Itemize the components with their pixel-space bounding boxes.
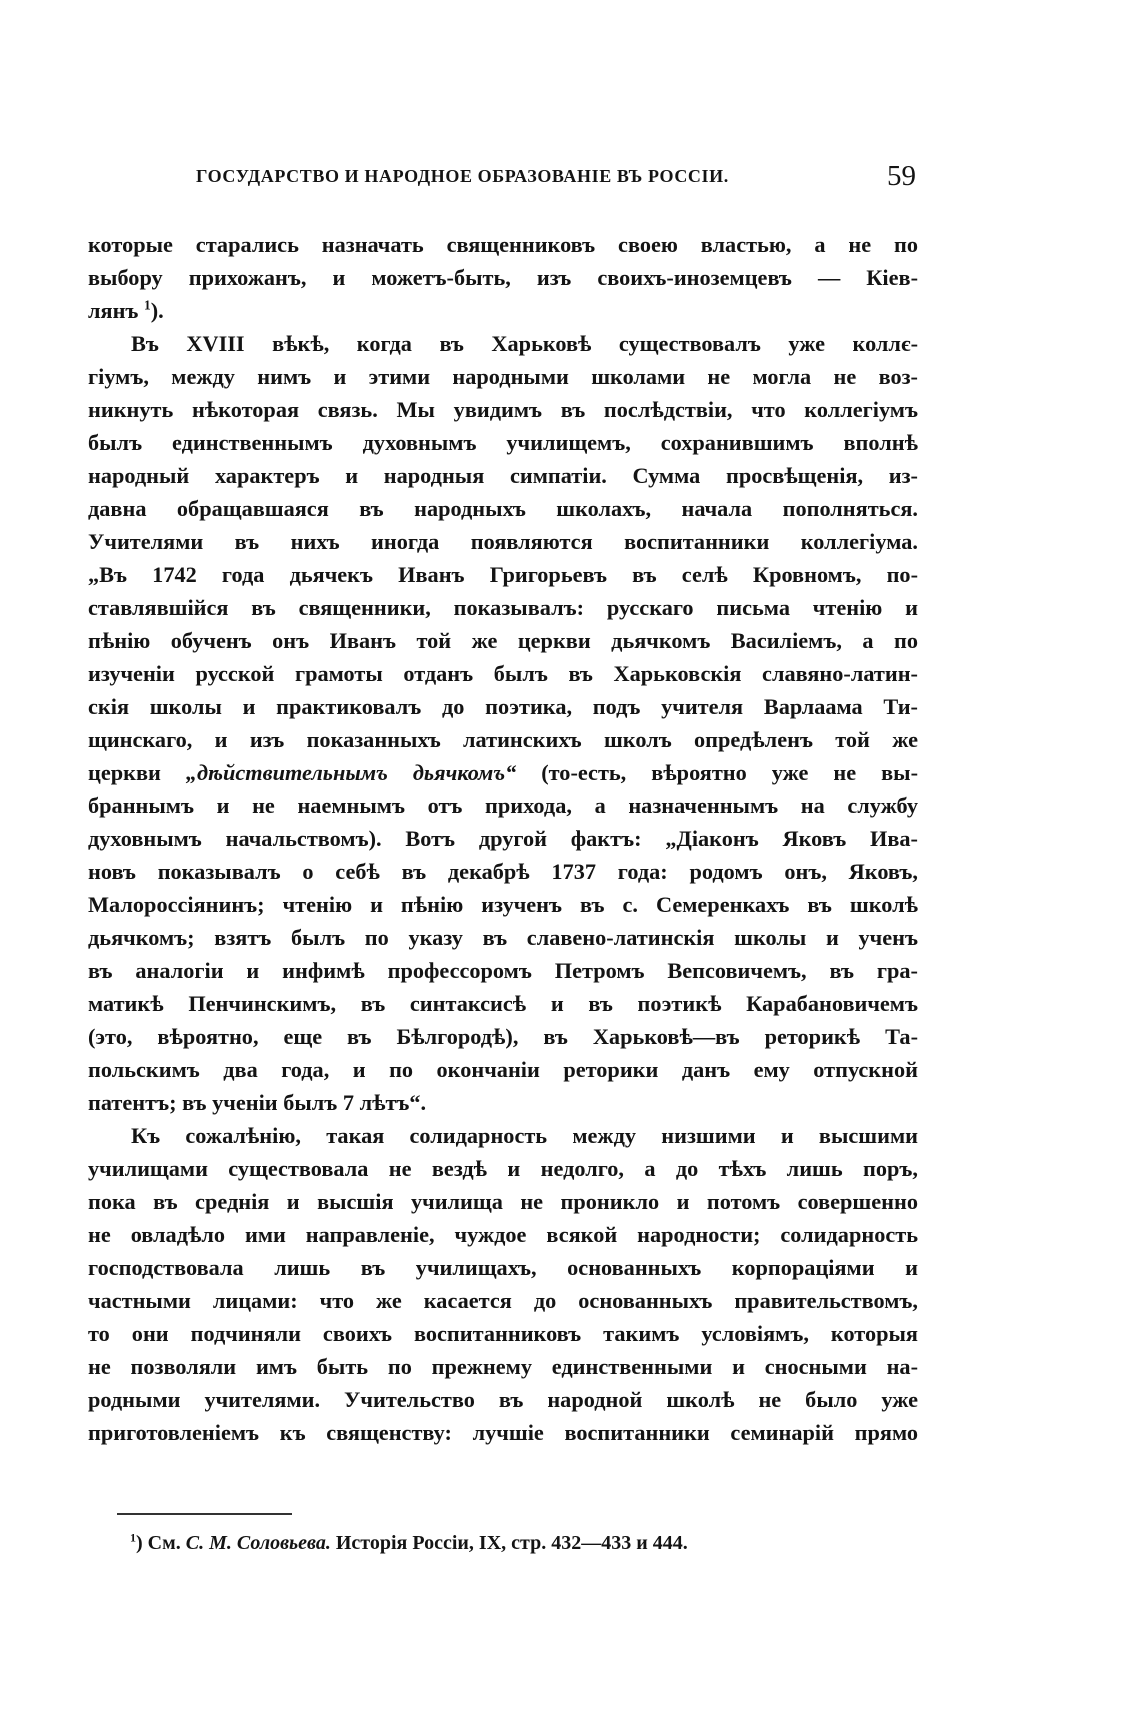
text-line: (это, вѣроятно, еще въ Бѣлгородѣ), въ Харьковѣ—въ реторикѣ Та- <box>88 1024 918 1049</box>
footnote-divider <box>117 1513 292 1515</box>
body-text <box>88 228 918 1449</box>
text-line: давна обращавшаяся въ народныхъ школахъ, начала пополняться. <box>88 496 918 521</box>
text-line: Къ сожалѣнію, такая солидарность между низшими и высшими <box>131 1123 918 1148</box>
text-line: скія школы и практиковалъ до поэтика, подъ учителя Варлаама Ти- <box>88 694 918 719</box>
footnote-reference: 1 <box>144 297 151 313</box>
text-line: новъ показывалъ о себѣ въ декабрѣ 1737 года: родомъ онъ, Яковъ, <box>88 859 918 884</box>
text-line: выбору прихожанъ, и можетъ-быть, изъ своихъ-иноземцевъ — Кіев- <box>88 265 918 290</box>
text-line: Малороссіянинъ; чтенію и пѣнію изученъ въ с. Семеренкахъ въ школѣ <box>88 892 918 917</box>
text-line: Въ XVIII вѣкѣ, когда въ Харьковѣ существовалъ уже коллє- <box>131 331 918 356</box>
text-line: господствовала лишь въ училищахъ, основанныхъ корпораціями и <box>88 1255 918 1280</box>
text-line: то они подчиняли своихъ воспитанниковъ такимъ условіямъ, которыя <box>88 1321 918 1346</box>
text-fragment: ). <box>150 298 164 323</box>
text-line: былъ единственнымъ духовнымъ училищемъ, сохранившимъ вполнѣ <box>88 430 918 455</box>
text-line: училищами существовала не вездѣ и недолго, а до тѣхъ лишь поръ, <box>88 1156 918 1181</box>
text-line: ставлявшійся въ священники, показывалъ: русскаго письма чтенію и <box>88 595 918 620</box>
text-line: браннымъ и не наемнымъ отъ прихода, а назначеннымъ на службу <box>88 793 918 818</box>
text-line: матикѣ Пенчинскимъ, въ синтаксисѣ и въ поэтикѣ Карабановичемъ <box>88 991 918 1016</box>
text-line: „Въ 1742 года дьячекъ Иванъ Григорьевъ въ селѣ Кровномъ, по- <box>88 562 918 587</box>
footnote-mark: 1 <box>130 1530 136 1545</box>
footnote-citation: Исторія Россіи, IX, стр. 432—433 и 444. <box>335 1532 688 1554</box>
text-line: народный характеръ и народныя симпатіи. Сумма просвѣщенія, из- <box>88 463 918 488</box>
text-line: которые старались назначать священниковъ своею властью, а не по <box>88 232 918 257</box>
italic-phrase: „дѣйствительнымъ дьячкомъ“ <box>185 760 517 785</box>
footnote-prefix: ) См. <box>136 1532 181 1554</box>
text-line: изученіи русской грамоты отданъ былъ въ Харьковскія славяно-латин- <box>88 661 918 686</box>
text-line: частными лицами: что же касается до основанныхъ правительствомъ, <box>88 1288 918 1313</box>
text-line: польскимъ два года, и по окончаніи реторики данъ ему отпускной <box>88 1057 918 1082</box>
text-line: пока въ среднія и высшія училища не проникло и потомъ совершенно <box>88 1189 918 1214</box>
text-line: дьячкомъ; взятъ былъ по указу въ славено-латинскія школы и ученъ <box>88 925 918 950</box>
text-line: не овладѣло ими направленіе, чуждое всякой народности; солидарность <box>88 1222 918 1247</box>
text-line: щинскаго, и изъ показанныхъ латинскихъ школъ опредѣленъ той же <box>88 727 918 752</box>
text-line: духовнымъ начальствомъ). Вотъ другой фактъ: „Діаконъ Яковъ Ива- <box>88 826 918 851</box>
text-line: гіумъ, между нимъ и этими народными школами не могла не воз- <box>88 364 918 389</box>
text-line <box>88 756 918 789</box>
text-fragment: (то-есть, вѣроятно уже не вы- <box>541 760 918 785</box>
text-line: въ аналогіи и инфимѣ профессоромъ Петромъ Вепсовичемъ, въ гра- <box>88 958 918 983</box>
text-line: Учителями въ нихъ иногда появляются воспитанники коллегіума. <box>88 529 918 554</box>
text-fragment: церкви <box>88 760 161 785</box>
text-line: никнуть нѣкоторая связь. Мы увидимъ въ послѣдствіи, что коллегіумъ <box>88 397 918 422</box>
footnote <box>130 1532 850 1555</box>
footnote-author: С. М. Соловьева. <box>185 1532 331 1554</box>
text-line: патентъ; въ ученіи былъ 7 лѣтъ“. <box>88 1090 427 1115</box>
text-line: пѣнію обученъ онъ Иванъ той же церкви дьячкомъ Василіемъ, а по <box>88 628 918 653</box>
text-line: приготовленіемъ къ священству: лучшіе воспитанники семинарій прямо <box>88 1420 918 1445</box>
running-title: ГОСУДАРСТВО И НАРОДНОЕ ОБРАЗОВАНІЕ ВЪ РОССІИ. <box>196 166 729 186</box>
text-line: родными учителями. Учительство въ народной школѣ не было уже <box>88 1387 918 1412</box>
running-head <box>196 160 916 200</box>
text-line: не позволяли имъ быть по прежнему единственными и сносными на- <box>88 1354 918 1379</box>
text-line <box>88 294 918 327</box>
page-number: 59 <box>887 160 916 192</box>
text-fragment: лянъ <box>88 298 139 323</box>
